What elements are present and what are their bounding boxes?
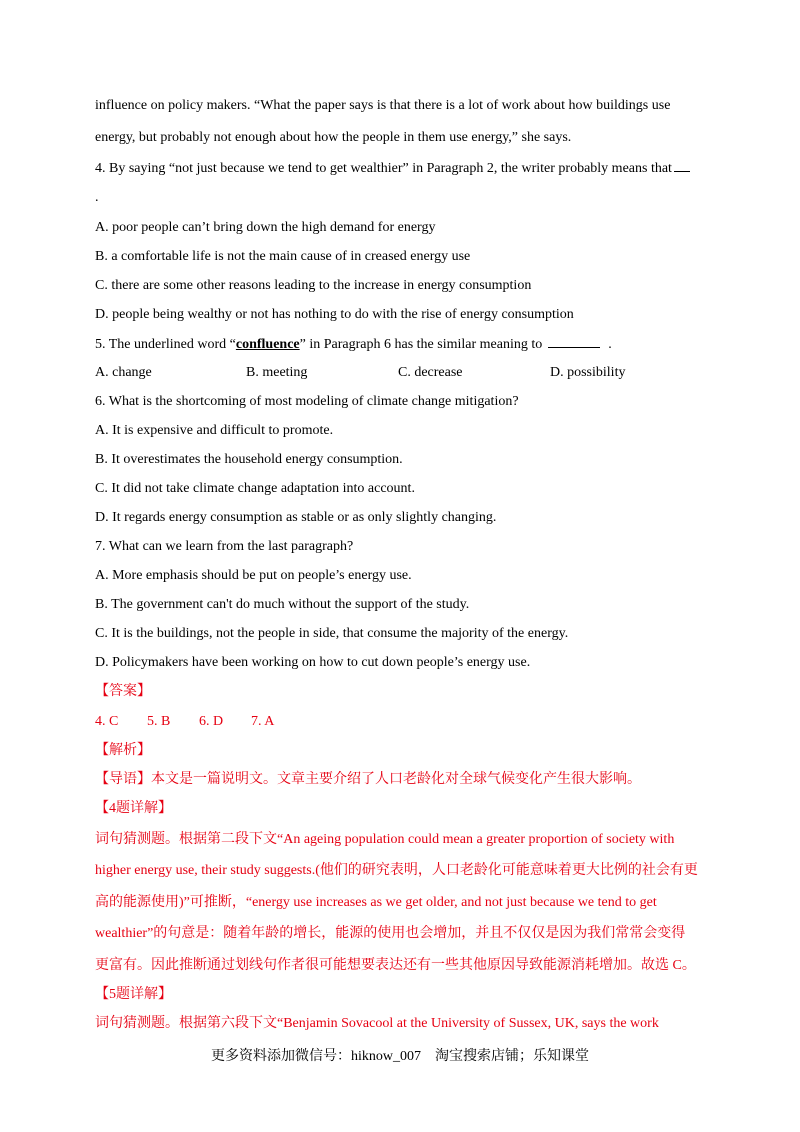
underlined-word: confluence xyxy=(235,337,300,352)
question-4-period: . xyxy=(95,190,99,205)
q5-option-a: A. change xyxy=(95,365,152,380)
detail-4-heading: 【4题详解】 xyxy=(95,801,172,816)
q5-option-d: D. possibility xyxy=(550,365,626,380)
intro-line: 【导语】本文是一篇说明文。文章主要介绍了人口老龄化对全球气候变化产生很大影响。 xyxy=(95,772,641,787)
answer-blank xyxy=(548,335,600,348)
q4-option-a: A. poor people can’t bring down the high demand for energy xyxy=(95,220,436,235)
detail-4-line: 更富有。因此推断通过划线句作者很可能想要表达还有一些其他原因导致能源消耗增加。故选 C。 xyxy=(95,958,696,973)
q5-stem-end: . xyxy=(608,337,612,352)
q5-option-b: B. meeting xyxy=(246,365,308,380)
answer-4: 4. C xyxy=(95,714,119,729)
page-footer: 更多资料添加微信号：hiknow_007 淘宝搜索店铺；乐知课堂 xyxy=(211,1049,589,1064)
detail-5-heading: 【5题详解】 xyxy=(95,987,172,1002)
answer-blank xyxy=(674,159,690,172)
detail-4-line: higher energy use, their study suggests.(他们的研究表明，人口老龄化可能意味着更大比例的社会有更 xyxy=(95,863,698,878)
detail-5-line: 词句猜测题。根据第六段下文“Benjamin Sovacool at the University of Sussex, UK, says the work xyxy=(95,1016,659,1031)
q6-option-b: B. It overestimates the household energy consumption. xyxy=(95,452,403,467)
answer-6: 6. D xyxy=(199,714,224,729)
q5-stem-before: 5. The underlined word “ xyxy=(95,337,236,352)
q7-option-b: B. The government can't do much without the support of the study. xyxy=(95,597,470,612)
q6-option-c: C. It did not take climate change adaptation into account. xyxy=(95,481,415,496)
q5-stem-after: ” in Paragraph 6 has the similar meaning to xyxy=(299,337,543,352)
q5-option-c: C. decrease xyxy=(398,365,463,380)
answer-heading: 【答案】 xyxy=(95,684,151,699)
answer-7: 7. A xyxy=(251,714,275,729)
passage-line: energy, but probably not enough about how the people in them use energy,” she says. xyxy=(95,130,572,145)
q7-option-d: D. Policymakers have been working on how to cut down people’s energy use. xyxy=(95,655,531,670)
question-5-stem xyxy=(95,335,612,354)
q4-option-b: B. a comfortable life is not the main cause of in creased energy use xyxy=(95,249,471,264)
q6-option-a: A. It is expensive and difficult to promote. xyxy=(95,423,334,438)
q4-option-d: D. people being wealthy or not has nothing to do with the rise of energy consumption xyxy=(95,307,574,322)
detail-4-line: wealthier”的句意是：随着年龄的增长，能源的使用也会增加，并且不仅仅是因为我们常常会变得 xyxy=(95,926,686,941)
detail-4-line: 高的能源使用)”可推断，“energy use increases as we get older, and not just because we tend to get xyxy=(95,895,657,910)
question-6-stem: 6. What is the shortcoming of most modeling of climate change mitigation? xyxy=(95,394,519,409)
answer-5: 5. B xyxy=(147,714,171,729)
q7-option-a: A. More emphasis should be put on people’s energy use. xyxy=(95,568,412,583)
q4-option-c: C. there are some other reasons leading to the increase in energy consumption xyxy=(95,278,532,293)
passage-line: influence on policy makers. “What the paper says is that there is a lot of work about how buildings use xyxy=(95,98,671,113)
q4-stem-text: 4. By saying “not just because we tend to get wealthier” in Paragraph 2, the writer probably means that xyxy=(95,161,672,176)
q6-option-d: D. It regards energy consumption as stable or as only slightly changing. xyxy=(95,510,497,525)
detail-4-line: 词句猜测题。根据第二段下文“An ageing population could mean a greater proportion of society with xyxy=(95,832,675,847)
analysis-heading: 【解析】 xyxy=(95,743,151,758)
question-4-stem xyxy=(95,159,690,178)
question-7-stem: 7. What can we learn from the last paragraph? xyxy=(95,539,354,554)
q7-option-c: C. It is the buildings, not the people in side, that consume the majority of the energy. xyxy=(95,626,569,641)
